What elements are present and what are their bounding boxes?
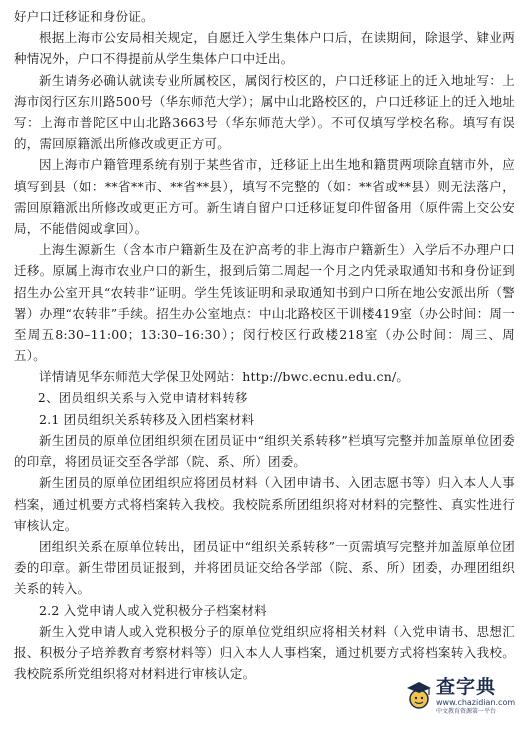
section-2-1-paragraph: 新生团员的原单位团组织应将团员材料（入团申请书、入团志愿书等）归入本人人事档案，通过机要方式将档案转入我校。我校院系所团组织将对材料的完整性、真实性进行审核认定。 bbox=[14, 475, 515, 533]
watermark-url: www.chazidian.com bbox=[436, 698, 516, 707]
section-2-1-paragraph: 团组织关系在原单位转出，团员证中“组织关系转移”一页需填写完整并加盖原单位团委的印章。新生带团员证报到，并将团员证交给各学部（院、系、所）团委，办理团组织关系的转入。 bbox=[14, 539, 515, 597]
section-2-2-paragraph: 新生入党申请人或入党积极分子的原单位党组织应将相关材料（入党申请书、思想汇报、积极分子培养教育考察材料等）归入本人人事档案，通过机要方式将档案转入我校。我校院系所党组织将对材料进行审核认定。 bbox=[14, 623, 515, 682]
section-2-2-title: 2.2 入党申请人或入党积极分子档案材料 bbox=[39, 602, 267, 618]
paragraph-website: 详情请见华东师范大学保卫处网站：http://bwc.ecnu.edu.cn/。 bbox=[39, 369, 410, 385]
paragraph-campus-address: 新生请务必确认就读专业所属校区，属闵行校区的，户口迁移证上的迁入地址写：上海市闵行区东川路500号（华东师范大学）；属中山北路校区的，户口迁移证上的迁入地址写：上海市普陀区中山北路3663号（华东师范大学）。不可仅填写学校名称。填写有误的，需回原籍派出所修改或更正方可。 bbox=[14, 72, 515, 152]
site-watermark bbox=[405, 671, 523, 721]
section-2-title: 2、团员组织关系与入党申请材料转移 bbox=[38, 390, 248, 405]
paragraph-continuation: 好户口迁移证和身份证。 bbox=[14, 9, 154, 24]
paragraph-household-regulation: 根据上海市公安局相关规定，自愿迁入学生集体户口后，在读期间，除退学、肄业两种情况外，户口不得提前从学生集体户口中迁出。 bbox=[14, 30, 515, 67]
paragraph-shanghai-students: 上海生源新生（含本市户籍新生及在沪高考的非上海市户籍新生）入学后不办理户口迁移。原属上海市农业户口的新生，报到后第二周起一个月之内凭录取通知书和身份证到招生办公室开具“农转非”证明。学生凭该证明和录取通知书到户口所在地公安派出所（警署）办理“农转非”手续。招生办公室地点：中山北路校区干训楼419室（办公时间：周一至周五8:30–11:00；13:30–16:30）；闵行校区行政楼218室（办公时间：周三、周五）。 bbox=[14, 242, 515, 364]
section-2-1-title: 2.1 团员组织关系转移及入团档案材料 bbox=[39, 411, 255, 427]
section-2-1-paragraph: 新生团员的原单位团组织须在团员证中“组织关系转移”栏填写完整并加盖原单位团委的印章，将团员证交至各学部（院、系、所）团委。 bbox=[14, 433, 515, 470]
watermark-slogan: 中文教育资源第一平台 bbox=[436, 708, 497, 715]
graduation-cap-icon bbox=[405, 679, 433, 713]
paragraph-birthplace-requirement: 因上海市户籍管理系统有别于某些省市，迁移证上出生地和籍贯两项除直辖市外，应填写到县（如：**省**市、**省**县），填写不完整的（如：**省或**县）则无法落户，需回原籍派出所修改或更正方可。新生请自留户口迁移证复印件留备用（原件需上交公安局，不能借阅或拿回）。 bbox=[14, 157, 515, 237]
watermark-title: 查字典 bbox=[436, 676, 497, 698]
